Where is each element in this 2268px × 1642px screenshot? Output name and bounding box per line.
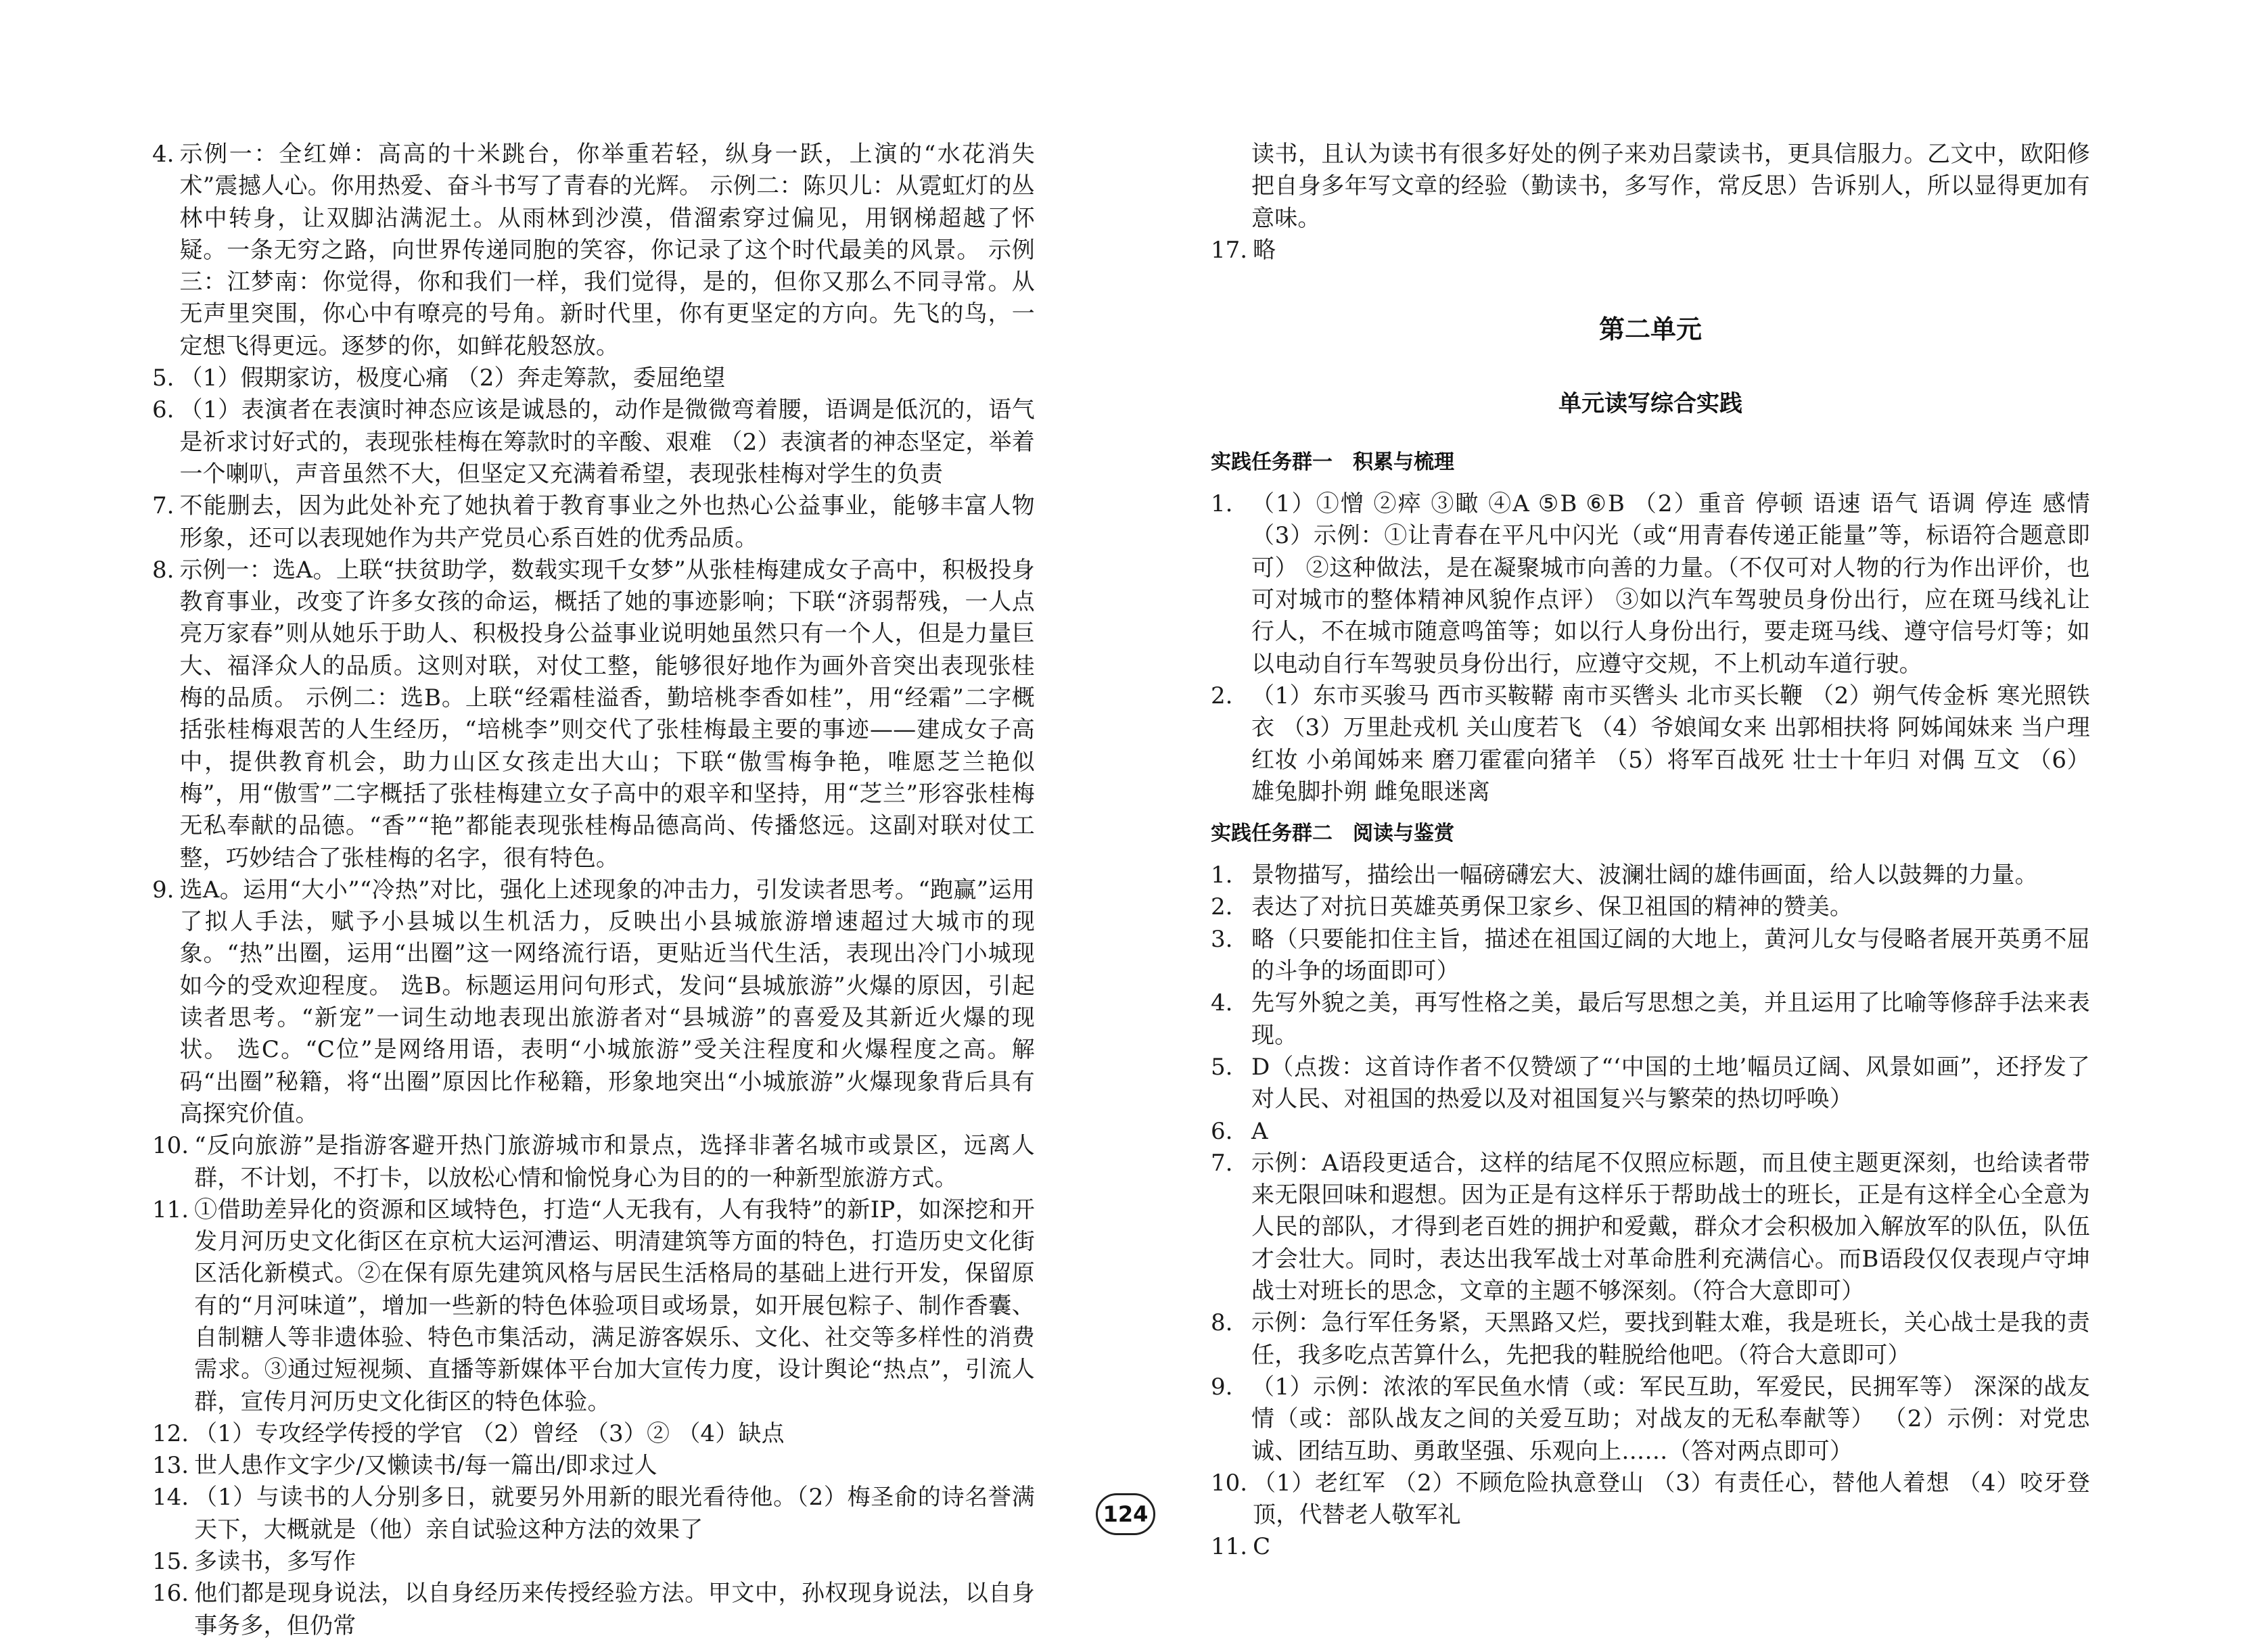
item-text: 世人患作文字少/又懒读书/每一篇出/即求过人 (194, 1452, 657, 1480)
item-text: C (1253, 1533, 1271, 1561)
item-text: 示例一：全红婵：高高的十米跳台，你举重若轻，纵身一跃，上演的“水花消失术”震撼人心。你用热爱、奋斗书写了青春的光辉。 示例二：陈贝儿：从霓虹灯的丛林中转身，让双脚沾满泥土。从雨林到沙漠，借溜索穿过偏见，用钢梯超越了怀疑。一条无穷之路，向世界传递同胞的笑容，你记录了这个时代最美的风景。 示例三：江梦南：你觉得，你和我们一样，我们觉得，是的，但你又那么不同寻常。从无声里突围，你心中有嘹亮的号角。新时代里，你有更坚定的方向。先飞的鸟，一定想飞得更远。逐梦的你，如鲜花般怒放。 (179, 141, 1035, 360)
item-number: 11. (152, 1196, 189, 1223)
item-text: 示例一：选A。上联“扶贫助学，数载实现千女梦”从张桂梅建成女子高中，积极投身教育事业，改变了许多女孩的命运，概括了她的事迹影响；下联“济弱帮残，一人点亮万家春”则从她乐于助人、积极投身公益事业说明她虽然只有一个人，但是力量巨大、福泽众人的品质。这则对联，对仗工整，能够很好地作为画外音突出表现张桂梅的品质。 示例二：选B。上联“经霜桂溢香，勤培桃李香如桂”，用“经霜”二字概括张桂梅艰苦的人生经历，“培桃李”则交代了张桂梅最主要的事迹——建成女子高中，提供教育机会，助力山区女孩走出大山；下联“傲雪梅争艳，唯愿芝兰艳似梅”，用“傲雪”二字概括了张桂梅建立女子高中的艰辛和坚持，用“芝兰”形容张桂梅无私奉献的品德。“香”“艳”都能表现张桂梅品德高尚、传播悠远。这副对联对仗工整，巧妙结合了张桂梅的名字，很有特色。 (179, 556, 1035, 872)
group2-item-7 (1211, 1148, 2090, 1307)
item-text: 选A。运用“大小”“冷热”对比，强化上述现象的冲击力，引发读者思考。“跑赢”运用了拟人手法，赋予小县城以生机活力，反映出小县城旅游增速超过大城市的现象。“热”出圈，运用“出圈”这一网络流行语，更贴近当代生活，表现出冷门小城现如今的受欢迎程度。 选B。标题运用问句形式，发问“县城旅游”火爆的原因，引起读者思考。“新宠”一词生动地表现出旅游者对“县城游”的喜爱及其新近火爆的现状。 选C。“C位”是网络用语，表明“小城旅游”受关注程度和火爆程度之高。解码“出圈”秘籍，将“出圈”原因比作秘籍，形象地突出“小城旅游”火爆现象背后具有高探究价值。 (179, 876, 1035, 1127)
item-number-spacer (1211, 139, 1246, 235)
group2-item-9 (1211, 1371, 2090, 1468)
group2-item-6 (1211, 1116, 2090, 1148)
answer-item-4 (152, 139, 1035, 362)
item-number: 9. (152, 876, 175, 904)
group2-item-11 (1211, 1531, 2090, 1563)
item-number: 4. (1211, 989, 1233, 1017)
left-column (152, 139, 1035, 1642)
item-text: ①借助差异化的资源和区域特色，打造“人无我有，人有我特”的新IP，如深挖和开发月河历史文化街区在京杭大运河漕运、明清建筑等方面的特色，打造历史文化街区活化新模式。②在保有原先建筑风格与居民生活格局的基础上进行开发，保留原有的“月河味道”，增加一些新的特色体验项目或场景，如开展包粽子、制作香囊、自制糖人等非遗体验、特色市集活动，满足游客娱乐、文化、社交等多样性的消费需求。③通过短视频、直播等新媒体平台加大宣传力度，设计舆论“热点”，引流人群，宣传月河历史文化街区的特色体验。 (194, 1196, 1035, 1415)
item-text: （1）与读书的人分别多日，就要另外用新的眼光看待他。（2）梅圣俞的诗名誉满天下，大概就是（他）亲自试验这种方法的效果了 (194, 1484, 1035, 1543)
item-text: （1）东市买骏马 西市买鞍鞯 南市买辔头 北市买长鞭 （2）朔气传金柝 寒光照铁衣 （3）万里赴戎机 关山度若飞 （4）爷娘闻女来 出郭相扶将 阿姊闻妹来 当户理红妆 小弟闻姊来 磨刀霍霍向猪羊 （5）将军百战死 壮士十年归 对偶 互文 （6）雄兔脚扑朔 雌兔眼迷离 (1251, 682, 2090, 805)
item-number: 12. (152, 1420, 189, 1447)
item-text: D（点拨：这首诗作者不仅赞颂了“‘中国的土地’幅员辽阔、风景如画”，还抒发了对人民、对祖国的热爱以及对祖国复兴与繁荣的热切呼唤） (1251, 1053, 2090, 1113)
item-number: 3. (1211, 925, 1233, 953)
item-text: 略（只要能扣住主旨，描述在祖国辽阔的大地上，黄河儿女与侵略者展开英勇不屈的斗争的场面即可） (1251, 925, 2090, 985)
item-number: 2. (1211, 893, 1233, 921)
answer-item-10 (152, 1130, 1035, 1194)
item-number: 6. (1211, 1117, 1233, 1145)
item-text: （1）专攻经学传授的学官 （2）曾经 （3）② （4）缺点 (194, 1420, 785, 1447)
item-number: 10. (152, 1132, 189, 1160)
item-number: 13. (152, 1452, 189, 1480)
answer-item-11 (152, 1194, 1035, 1418)
group2-item-3 (1211, 924, 2090, 988)
item-text: 先写外貌之美，再写性格之美，最后写思想之美，并且运用了比喻等修辞手法来表现。 (1251, 989, 2090, 1049)
item-text: 不能删去，因为此处补充了她执着于教育事业之外也热心公益事业，能够丰富人物形象，还可以表现她作为共产党员心系百姓的优秀品质。 (179, 492, 1035, 552)
item-number: 8. (1211, 1309, 1233, 1337)
task-group-title: 实践任务群二 阅读与鉴赏 (1211, 822, 1454, 846)
item-number: 1. (1211, 862, 1233, 889)
task-group-title: 实践任务群一 积累与梳理 (1211, 450, 1454, 475)
item-number: 9. (1211, 1373, 1233, 1401)
item-text: A (1251, 1117, 1268, 1145)
group1-item-1 (1211, 488, 2090, 680)
answer-item-7 (152, 490, 1035, 555)
item-number: 11. (1211, 1533, 1248, 1561)
answer-item-12 (152, 1418, 1035, 1450)
answer-item-14 (152, 1482, 1035, 1546)
item-text: （1）老红军 （2）不顾危险执意登山 （3）有责任心，替他人着想 （4）咬牙登顶，代替老人敬军礼 (1253, 1469, 2090, 1529)
item-number: 16. (152, 1580, 189, 1608)
item-number: 10. (1211, 1469, 1248, 1497)
item-number: 14. (152, 1484, 189, 1511)
item-number: 4. (152, 141, 175, 168)
unit-title: 第二单元 (1598, 314, 1702, 345)
item-text: 略 (1253, 236, 1276, 264)
item-number: 2. (1211, 682, 1233, 709)
item-number: 7. (152, 492, 175, 520)
item-text: （1）①憎 ②瘁 ③瞰 ④A ⑤B ⑥B （2）重音 停顿 语速 语气 语调 停连 感情 （3）示例：①让青春在平凡中闪光（或“用青春传递正能量”等，标语符合题意即可） ②这种做法，是在凝聚城市向善的力量。（不仅可对人物的行为作出评价，也可对城市的整体精神风貌作点评） ③如以汽车驾驶员身份出行，应在斑马线礼让行人，不在城市随意鸣笛等；如以行人身份出行，要走斑马线、遵守信号灯等；如以电动自行车驾驶员身份出行，应遵守交规，不上机动车道行驶。 (1251, 490, 2090, 678)
group2-item-4 (1211, 987, 2090, 1052)
answer-item-6 (152, 394, 1035, 490)
item-text: 表达了对抗日英雄英勇保卫家乡、保卫祖国的精神的赞美。 (1251, 893, 1853, 921)
group2-item-10 (1211, 1468, 2090, 1532)
page-number: 124 (1096, 1493, 1155, 1535)
answer-item-15 (152, 1546, 1035, 1578)
item-number: 17. (1211, 236, 1248, 264)
section-title: 单元读写综合实践 (1558, 390, 1742, 418)
item-number: 1. (1211, 490, 1233, 518)
group1-item-2 (1211, 680, 2090, 808)
group2-item-2 (1211, 891, 2090, 923)
item-text: （1）表演者在表演时神态应该是诚恳的，动作是微微弯着腰，语调是低沉的，语气是祈求讨好式的，表现张桂梅在筹款时的辛酸、艰难 （2）表演者的神态坚定，举着一个喇叭，声音虽然不大，但坚定又充满着希望，表现张桂梅对学生的负责 (179, 396, 1035, 488)
item-number: 8. (152, 556, 175, 584)
item-text: （1）假期家访，极度心痛 （2）奔走筹款，委屈绝望 (179, 365, 726, 392)
item-number: 5. (152, 365, 175, 392)
item-number: 7. (1211, 1149, 1233, 1177)
answer-item-16 (152, 1578, 1035, 1642)
item-number: 5. (1211, 1053, 1233, 1081)
item-number: 6. (152, 396, 175, 424)
item-text: 景物描写，描绘出一幅磅礴宏大、波澜壮阔的雄伟画面，给人以鼓舞的力量。 (1251, 862, 2038, 889)
item-text: （1）示例：浓浓的军民鱼水情（或：军民互助，军爱民，民拥军等） 深深的战友情（或：部队战友之间的关爱互助；对战友的无私奉献等） （2）示例：对党忠诚、团结互助、勇敢坚强、乐观向上……（答对两点即可） (1251, 1373, 2090, 1465)
answer-item-13 (152, 1450, 1035, 1482)
item-text: “反向旅游”是指游客避开热门旅游城市和景点，选择非著名城市或景区，远离人群，不计划，不打卡，以放松心情和愉悦身心为目的的一种新型旅游方式。 (194, 1132, 1035, 1192)
group2-item-8 (1211, 1307, 2090, 1371)
item-number: 15. (152, 1548, 189, 1576)
item-text: 多读书，多写作 (194, 1548, 356, 1576)
right-column (1211, 139, 2090, 1564)
answer-item-16-continued (1211, 139, 2090, 235)
item-text: 示例：急行军任务紧，天黑路又烂，要找到鞋太难，我是班长，关心战士是我的责任，我多吃点苦算什么，先把我的鞋脱给他吧。（符合大意即可） (1251, 1309, 2090, 1369)
answer-item-17 (1211, 235, 2090, 266)
answer-item-9 (152, 874, 1035, 1130)
item-text: 读书，且认为读书有很多好处的例子来劝吕蒙读书，更具信服力。乙文中，欧阳修把自身多年写文章的经验（勤读书，多写作，常反思）告诉别人，所以显得更加有意味。 (1251, 141, 2090, 232)
item-text: 他们都是现身说法，以自身经历来传授经验方法。甲文中，孙权现身说法，以自身事务多，但仍常 (194, 1580, 1035, 1639)
group2-item-1 (1211, 860, 2090, 891)
group2-item-5 (1211, 1052, 2090, 1116)
answer-item-8 (152, 555, 1035, 874)
item-text: 示例：A语段更适合，这样的结尾不仅照应标题，而且使主题更深刻，也给读者带来无限回味和遐想。因为正是有这样乐于帮助战士的班长，正是有这样全心全意为人民的部队，才得到老百姓的拥护和爱戴，群众才会积极加入解放军的队伍，队伍才会壮大。同时，表达出我军战士对革命胜利充满信心。而B语段仅仅表现卢守坤战士对班长的思念，文章的主题不够深刻。（符合大意即可） (1251, 1149, 2090, 1305)
answer-item-5 (152, 362, 1035, 394)
